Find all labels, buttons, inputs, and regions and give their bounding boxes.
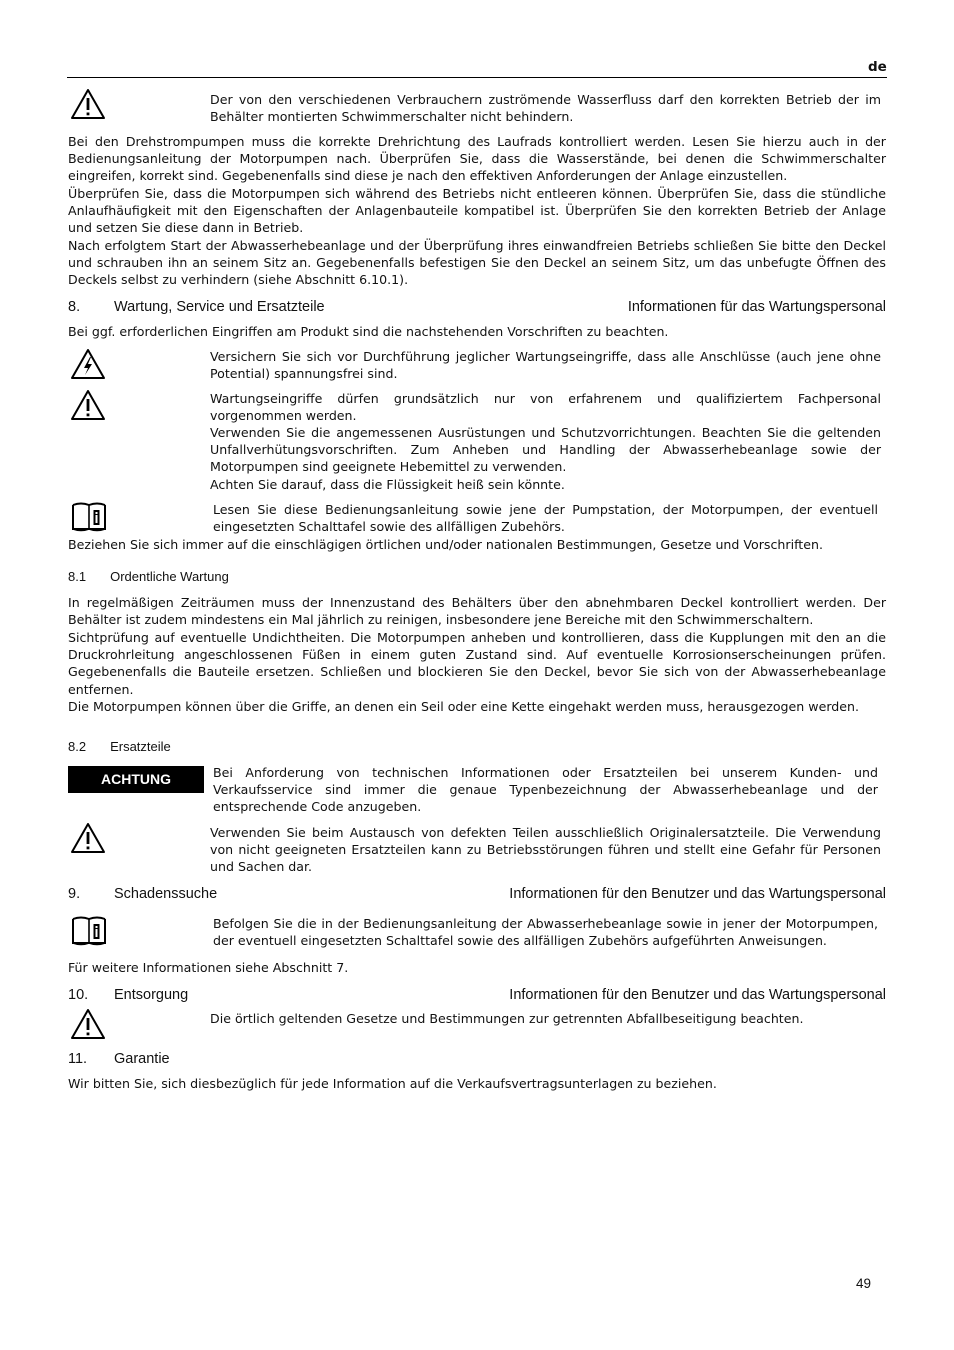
warning-qualified-personnel: Wartungseingriffe dürfen grundsätzlich nur von erfahrenem und qualifiziertem Fachpersonal vorgenommen werden. [210, 391, 881, 424]
section-title: Entsorgung [114, 987, 189, 1003]
section-audience: Informationen für den Benutzer und das Wartungspersonal [509, 987, 886, 1003]
attention-text: Bei Anforderung von technischen Informationen oder Ersatzteilen bei unserem Kunden- und Verkaufsservice sind immer die genaue Typenbezeichnung der Abwasserhebeanlage und der entsprechende Code anzugeben. [213, 765, 878, 815]
paragraph-inspection: In regelmäßigen Zeiträumen muss der Innenzustand des Behälters über den abnehmbaren Deckel kontrolliert werden. Der Behälter ist zudem mindestens ein Mal jährlich zu reinigen, insbesondere jene Bereiche mit den Schwimmerschaltern. [68, 595, 886, 628]
section-title: Wartung, Service und Ersatzteile [114, 299, 325, 315]
warning-hot-liquid: Achten Sie darauf, dass die Flüssigkeit heiß sein könnte. [210, 477, 565, 492]
paragraph-pump-check: Überprüfen Sie, dass die Motorpumpen sich während des Betriebs nicht entleeren können. Überprüfen Sie, dass die stündliche Anlaufhäufigkeit mit den Eigenschaften der Anlagenbauteile kompatibel ist. Überprüfen Sie den korrekten Betrieb der Anlage und setzen Sie diese dann in Betrieb. [68, 186, 886, 236]
manual-note-text: Lesen Sie diese Bedienungsanleitung sowie jene der Pumpstation, der Motorpumpen, der eventuell eingesetzten Schalttafel sowie des allfälligen Zubehörs. [213, 502, 878, 535]
header-rule [67, 77, 887, 78]
warranty-text: Wir bitten Sie, sich diesbezüglich für jede Information auf die Verkaufsvertragsunterlagen zu beziehen. [68, 1076, 717, 1091]
paragraph-close-cover: Nach erfolgtem Start der Abwasserhebeanlage und der Überprüfung ihres einwandfreien Betriebs schließen Sie bitte den Deckel und schrauben ihn an seinem Sitz an. Gegebenenfalls befestigen Sie den Deckel an seinem Sitz, um das unbefugte Öffnen des Deckels selbst zu verhindern (siehe Abschnitt 6.10.1). [68, 238, 886, 288]
section-number: 10. [68, 987, 89, 1003]
manual-book-icon [70, 915, 108, 947]
regulations-text: Beziehen Sie sich immer auf die einschlägigen örtlichen und/oder nationalen Bestimmungen, Gesetze und Vorschriften. [68, 537, 823, 552]
section-title: Schadenssuche [114, 886, 218, 902]
section-audience: Informationen für den Benutzer und das Wartungspersonal [509, 886, 886, 902]
electric-warning-text: Versichern Sie sich vor Durchführung jeglicher Wartungseingriffe, dass alle Anschlüsse (auch jene ohne Potential) spannungsfrei sind. [210, 349, 881, 382]
section-8-intro: Bei ggf. erforderlichen Eingriffen am Produkt sind die nachstehenden Vorschriften zu beachten. [68, 324, 669, 339]
section-audience: Informationen für das Wartungspersonal [627, 299, 886, 315]
paragraph-rotation-check: Bei den Drehstrompumpen muss die korrekte Drehrichtung des Laufrads kontrolliert werden. Lesen Sie hierzu auch in der Bedienungsanleitung der Motorpumpen nach. Überprüfen Sie, dass die Wasserstände, bei denen die Schwimmerschalter eingreifen, korrekt sind. Gegebenenfalls sind diese je nach den effektiven Anforderungen der Anlage einzustellen. [68, 134, 886, 184]
subsection-number: 8.1 [68, 569, 87, 584]
paragraph-pump-removal: Die Motorpumpen können über die Griffe, an denen ein Seil oder eine Kette eingehakt werden muss, herausgezogen werden. [68, 699, 860, 714]
spare-parts-warning: Verwenden Sie beim Austausch von defekten Teilen ausschließlich Originalersatzteile. Die Verwendung von nicht geeigneten Ersatzteilen kann zu Betriebsstörungen führen und stellt eine Gefahr für Personen und Sachen dar. [210, 825, 881, 875]
subsection-number: 8.2 [68, 739, 87, 754]
warning-protective-equipment: Verwenden Sie die angemessenen Ausrüstungen und Schutzvorrichtungen. Beachten Sie die geltenden Unfallverhütungsvorschriften. Zum Anheben und Handling der Abwasserhebeanlage sowie der Motorpumpen sind geeignete Hebemittel zu verwenden. [210, 425, 881, 475]
paragraph-visual-check: Sichtprüfung auf eventuelle Undichtheiten. Die Motorpumpen anheben und kontrollieren, dass die Kupplungen mit den an die Druckrohrleitung angeschlossenen Füßen in einem guten Zustand sind. Auf eventuelle Korrosionserscheinungen prüfen. Gegebenenfalls die Bauteile ersetzen. Schließen und blockieren Sie den Deckel, bevor Sie sich von der Abwasserhebeanlage entfernen. [68, 630, 886, 697]
attention-badge: ACHTUNG [68, 766, 204, 793]
section-number: 8. [68, 299, 81, 315]
warning-triangle-icon [70, 822, 106, 854]
warning-triangle-icon [70, 1008, 106, 1040]
language-tag: de [868, 59, 887, 75]
page-number: 49 [856, 1276, 872, 1291]
troubleshooting-reference: Für weitere Informationen siehe Abschnitt 7. [68, 960, 349, 975]
manual-book-icon [70, 501, 108, 533]
section-8-2-heading [68, 738, 171, 755]
section-title: Garantie [114, 1051, 170, 1067]
disposal-text: Die örtlich geltenden Gesetze und Bestimmungen zur getrennten Abfallbeseitigung beachten. [210, 1011, 804, 1026]
section-number: 9. [68, 886, 81, 902]
warning-triangle-icon [70, 88, 106, 120]
subsection-title: Ersatzteile [110, 739, 171, 754]
warning-text-float-switches: Der von den verschiedenen Verbrauchern zuströmende Wasserfluss darf den korrekten Betrieb der im Behälter montierten Schwimmerschalter nicht behindern. [210, 92, 881, 125]
warning-triangle-icon [70, 389, 106, 421]
troubleshooting-note: Befolgen Sie die in der Bedienungsanleitung der Abwasserhebeanlage sowie in jener der Motorpumpen, der eventuell eingesetzten Schalttafel sowie des allfälligen Zubehörs aufgeführten Anweisungen. [213, 916, 878, 949]
section-8-1-heading [68, 568, 229, 585]
electric-hazard-icon [70, 348, 106, 380]
section-number: 11. [68, 1051, 88, 1067]
subsection-title: Ordentliche Wartung [110, 569, 229, 584]
